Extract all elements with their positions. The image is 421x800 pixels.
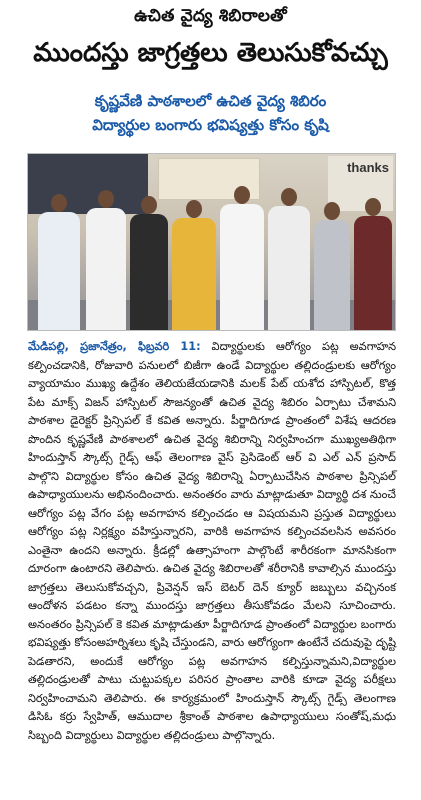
photo-person-head bbox=[234, 186, 250, 204]
photo-person-head bbox=[186, 200, 202, 218]
photo-person-head bbox=[98, 190, 114, 208]
photo-person bbox=[38, 212, 80, 330]
photo-person bbox=[220, 204, 264, 330]
photo-person bbox=[354, 216, 392, 330]
photo-person bbox=[86, 208, 126, 330]
photo-person-head bbox=[281, 188, 297, 206]
photo-background-wall bbox=[28, 154, 148, 214]
photo-person bbox=[314, 220, 350, 330]
article-subhead-2: విద్యార్థుల బంగారు భవిష్యత్తు కోసం కృషి bbox=[92, 116, 329, 134]
photo-person-head bbox=[365, 198, 381, 216]
article-subhead-1: కృష్ణవేణి పాఠశాలలో ఉచిత వైద్య శిబిరం bbox=[94, 92, 327, 110]
article-body-text: విద్యార్థులకు ఆరోగ్యం పట్ల అవగాహన కల్పించడానికి, రోజువారి పనులలో బిజీగా ఉండే విద్యార్థుల తల్లిదండ్రులకు ఆరోగ్యం వ్యాయామం ముఖ్య ఉద్దేశం తెలియజేయడానికి మలక్ పేట్ యశోద హాస్పిటల్, కొత్త పేట మాక్స్ విజన్ హాస్పిటల్ సౌజన్యంతో ఉచిత వైద్య శిబిరం ఏర్పాటు చేశామని పాఠశాల డైరెక్టర్ ప్రిన్సిపల్ కే కవిత అన్నారు. పీర్జాదిగూడ ప్రాంతంలో విశేష ఆదరణ పొందిన కృష్ణవేణి పాఠశాలలో ఉచిత వైద్య శిబిరాన్ని నిర్వహించగా ముఖ్యఅతిథిగా హిందుస్తాన్ స్కౌట్స్ గైడ్స్ ఆఫ్ తెలంగాణ వైస్ ప్రెసిడెంట్ ఆర్ వి ఎల్ ఎన్ ప్రసాద్ పాల్గొని విద్యార్థుల కోసం ఉచిత వైద్య శిబిరాన్ని ఏర్పాటుచేసిన పాఠశాల ప్రిన్సిపల్ ఉపాధ్యాయులను అభినందించారు. అనంతరం వారు మాట్లాడుతూ విద్యార్థి దశ నుంచే ఆరోగ్యం పట్ల వేగం పట్ల అవగాహన కల్పించడం ఆ విషయమని ప్రస్తుత విద్యార్థులు ఆరోగ్యం పట్ల నిర్లక్ష్యం వహిస్తున్నారని, వారికి అవగాహన కల్పించవలసిన అవసరం ఎంతైనా ఉందని అన్నారు. క్రీడల్లో ఉత్సాహంగా పాల్గొంటే శారీరకంగా మానసికంగా దూరంగా ఉంటారని తెలిపారు. ఉచిత వైద్య శిబిరాలతో శరీరానికి కావాల్సిన ముందస్తు జాగ్రత్తలు తెలుసుకోవచ్చని, ప్రివెన్షన్ ఇస్ బెటర్ దెన్ క్యూర్ జబ్బులు వచ్చినంక ఆందోళన పడటం కన్నా ముందస్తు జాగ్రత్తలు తీసుకోవడం మేలని సూచించారు. అనంతరం ప్రిన్సిపల్ కె కవిత మాట్లాడుతూ పీర్జాదిగూడ ప్రాంతంలో విద్యార్థుల బంగారు భవిష్యత్తు కోసంఅహర్నిశలు కృషి చేస్తుండని, వారు ఆరోగ్యంగా ఉంటేనే చదువుపై దృష్టి పెడతారని, అందుకే ఆరోగ్యం పట్ల అవగాహన కల్పిస్తున్నామని,విద్యార్థుల తల్లిదండ్రులతో పాటు చుట్టుపక్కల పరిసర ప్రాంతాల వారికి కూడా వైద్య పరీక్షలు నిర్వహించామని తెలిపారు. ఈ కార్యక్రమంలో హిందుస్తాన్ స్కౌట్స్ గైడ్స్ తెలంగాణ డిసిఓ కర్రు స్వేహిత్, ఆముదాల శ్రీకాంత్ పాఠశాల ఉపాధ్యాయులు సంతోష్,మధు సిబ్బంది విద్యార్థులు విద్యార్థుల తల్లిదండ్రులు పాల్గొన్నారు. bbox=[28, 340, 396, 742]
photo-person-head bbox=[141, 196, 157, 214]
article-photo bbox=[27, 153, 396, 331]
article-dateline: మేడిపల్లి, ప్రజానేత్రం, ఫిబ్రవరి 11: bbox=[28, 340, 201, 353]
article-kicker: ఉచిత వైద్య శిబిరాలతో bbox=[134, 6, 287, 26]
photo-person-head bbox=[51, 194, 67, 212]
photo-person bbox=[130, 214, 168, 330]
photo-person bbox=[268, 206, 310, 330]
photo-person-head bbox=[324, 202, 340, 220]
article-headline: ముందస్తు జాగ్రత్తలు తెలుసుకోవచ్చు bbox=[33, 38, 388, 68]
photo-sign-text: thanks bbox=[347, 160, 389, 175]
article-body bbox=[28, 338, 396, 745]
photo-person bbox=[172, 218, 216, 330]
